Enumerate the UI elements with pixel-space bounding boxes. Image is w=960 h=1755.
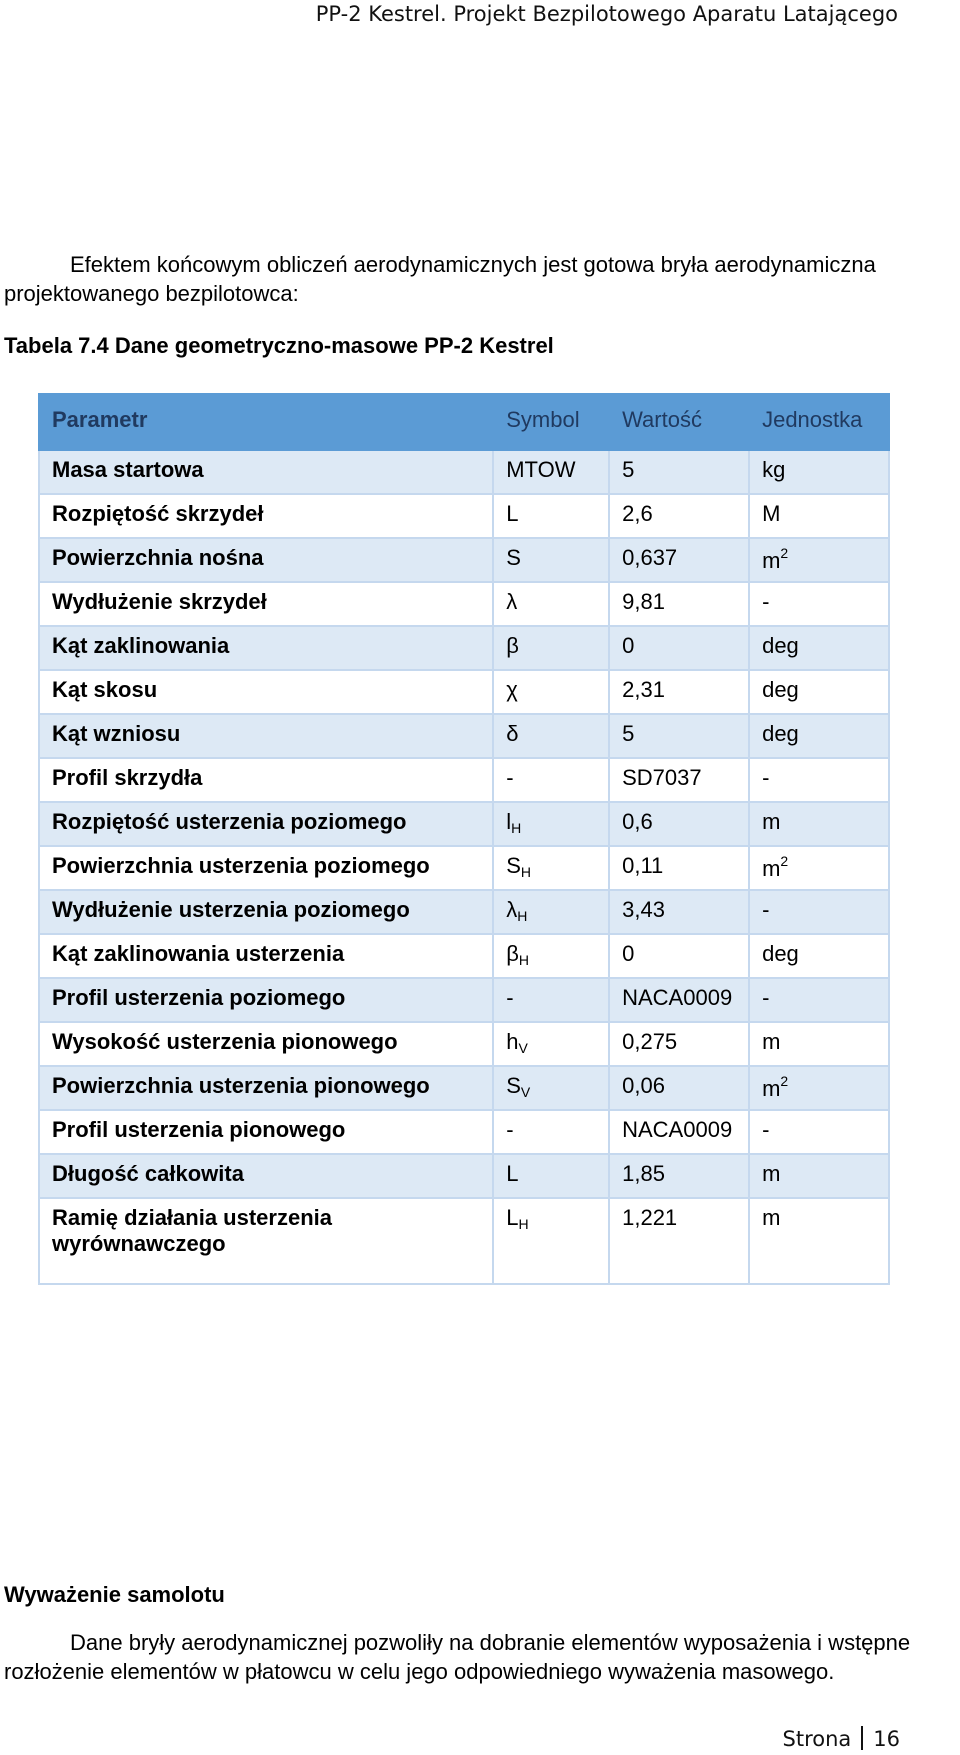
cell-wartosc <box>609 1022 749 1066</box>
cell-wartosc <box>609 1198 749 1284</box>
jednostka-text: m <box>762 1161 781 1186</box>
footer-label: Strona <box>782 1727 852 1751</box>
cell-wartosc <box>609 1154 749 1198</box>
cell-symbol <box>493 978 609 1022</box>
cell-symbol <box>493 1066 609 1110</box>
cell-wartosc <box>609 450 749 494</box>
symbol-text: S <box>506 853 521 878</box>
header-title: PP-2 Kestrel. Projekt Bezpilotowego Aparatu Latającego <box>315 2 898 26</box>
cell-symbol <box>493 846 609 890</box>
table-row <box>39 1022 889 1066</box>
parametr-text: Wydłużenie skrzydeł <box>52 589 267 614</box>
jednostka-text: M <box>762 501 781 526</box>
parametr-text: Wydłużenie usterzenia poziomego <box>52 897 410 922</box>
table-row <box>39 978 889 1022</box>
cell-jednostka <box>749 450 889 494</box>
cell-parametr <box>39 802 493 846</box>
cell-symbol <box>493 626 609 670</box>
header-symbol: Symbol <box>493 394 609 450</box>
page-footer <box>783 1726 901 1751</box>
jednostka-text: m <box>762 856 781 881</box>
cell-symbol <box>493 714 609 758</box>
parametr-text: Powierzchnia nośna <box>52 545 264 570</box>
parametr-text: Rozpiętość usterzenia poziomego <box>52 809 407 834</box>
parametr-text: Kąt wzniosu <box>52 721 181 746</box>
cell-wartosc <box>609 978 749 1022</box>
symbol-text: β <box>506 941 519 966</box>
symbol-text: S <box>506 545 521 570</box>
unit-superscript: 2 <box>780 545 789 561</box>
cell-parametr <box>39 626 493 670</box>
wartosc-text: NACA0009 <box>622 985 733 1010</box>
jednostka-text: - <box>762 1117 770 1142</box>
table-row <box>39 758 889 802</box>
wartosc-text: NACA0009 <box>622 1117 733 1142</box>
unit-superscript: 2 <box>780 853 789 869</box>
symbol-text: L <box>506 501 519 526</box>
unit-superscript: 2 <box>780 1073 789 1089</box>
table-row <box>39 890 889 934</box>
cell-parametr <box>39 934 493 978</box>
cell-jednostka <box>749 1154 889 1198</box>
jednostka-text: deg <box>762 941 799 966</box>
wartosc-text: 0 <box>622 633 635 658</box>
cell-wartosc <box>609 714 749 758</box>
wartosc-text: 1,85 <box>622 1161 665 1186</box>
wartosc-text: 0,06 <box>622 1073 665 1098</box>
table-row <box>39 450 889 494</box>
cell-parametr <box>39 1066 493 1110</box>
parametr-text: Ramię działania usterzenia wyrównawczego <box>52 1205 332 1256</box>
symbol-text: L <box>506 1205 519 1230</box>
cell-symbol <box>493 1110 609 1154</box>
cell-parametr <box>39 582 493 626</box>
cell-jednostka <box>749 1022 889 1066</box>
wartosc-text: 9,81 <box>622 589 665 614</box>
cell-symbol <box>493 934 609 978</box>
table-row <box>39 1154 889 1198</box>
jednostka-text: deg <box>762 721 799 746</box>
symbol-subscript: V <box>520 1084 531 1100</box>
cell-parametr <box>39 758 493 802</box>
symbol-text: λ <box>506 589 518 614</box>
symbol-text: MTOW <box>506 457 576 482</box>
table-row <box>39 934 889 978</box>
wartosc-text: 0 <box>622 941 635 966</box>
wartosc-text: 5 <box>622 457 635 482</box>
cell-parametr <box>39 846 493 890</box>
table-row <box>39 538 889 582</box>
jednostka-text: - <box>762 985 770 1010</box>
wartosc-text: 0,275 <box>622 1029 678 1054</box>
cell-wartosc <box>609 538 749 582</box>
cell-wartosc <box>609 802 749 846</box>
parametr-text: Wysokość usterzenia pionowego <box>52 1029 398 1054</box>
cell-jednostka <box>749 582 889 626</box>
table-row <box>39 494 889 538</box>
cell-parametr <box>39 1022 493 1066</box>
footer-separator <box>861 1726 863 1750</box>
cell-wartosc <box>609 758 749 802</box>
cell-parametr <box>39 538 493 582</box>
data-table <box>38 393 890 1285</box>
closing-line-1: Dane bryły aerodynamicznej pozwoliły na dobranie elementów wyposażenia i wstępne <box>70 1630 911 1655</box>
jednostka-text: - <box>762 897 770 922</box>
cell-symbol <box>493 1154 609 1198</box>
parametr-text: Powierzchnia usterzenia poziomego <box>52 853 430 878</box>
parametr-text: Kąt zaklinowania usterzenia <box>52 941 345 966</box>
parametr-text: Masa startowa <box>52 457 204 482</box>
intro-line-1: Efektem końcowym obliczeń aerodynamicznych jest gotowa bryła aerodynamiczna <box>70 252 876 277</box>
closing-line-2: rozłożenie elementów w płatowcu w celu jego odpowiedniego wyważenia masowego. <box>4 1659 835 1684</box>
cell-jednostka <box>749 538 889 582</box>
table-row <box>39 714 889 758</box>
symbol-text: l <box>506 809 512 834</box>
table-row <box>39 626 889 670</box>
wartosc-text: 5 <box>622 721 635 746</box>
wartosc-text: 1,221 <box>622 1205 678 1230</box>
cell-jednostka <box>749 802 889 846</box>
symbol-subscript: V <box>518 1040 528 1056</box>
cell-symbol <box>493 538 609 582</box>
cell-parametr <box>39 978 493 1022</box>
intro-line-2: projektowanego bezpilotowca: <box>4 281 299 306</box>
cell-symbol <box>493 494 609 538</box>
cell-jednostka <box>749 714 889 758</box>
wartosc-text: 2,31 <box>622 677 665 702</box>
cell-wartosc <box>609 670 749 714</box>
symbol-subscript: H <box>517 908 528 924</box>
intro-paragraph <box>4 250 954 308</box>
symbol-subscript: H <box>518 952 530 968</box>
parametr-text: Kąt zaklinowania <box>52 633 230 658</box>
parametr-text: Profil usterzenia pionowego <box>52 1117 346 1142</box>
header-parametr: Parametr <box>39 394 493 450</box>
symbol-text: - <box>506 765 514 790</box>
wartosc-text: 0,637 <box>622 545 678 570</box>
cell-jednostka <box>749 934 889 978</box>
cell-symbol <box>493 758 609 802</box>
cell-parametr <box>39 670 493 714</box>
table-row <box>39 670 889 714</box>
cell-parametr <box>39 714 493 758</box>
cell-jednostka <box>749 494 889 538</box>
parametr-text: Powierzchnia usterzenia pionowego <box>52 1073 430 1098</box>
cell-jednostka <box>749 1198 889 1284</box>
cell-wartosc <box>609 1066 749 1110</box>
cell-wartosc <box>609 890 749 934</box>
cell-symbol <box>493 450 609 494</box>
cell-symbol <box>493 802 609 846</box>
table-header-row <box>39 394 889 450</box>
symbol-subscript: H <box>511 820 522 836</box>
jednostka-text: kg <box>762 457 786 482</box>
jednostka-text: deg <box>762 633 799 658</box>
cell-jednostka <box>749 758 889 802</box>
cell-symbol <box>493 1198 609 1284</box>
symbol-text: χ <box>506 677 518 702</box>
jednostka-text: m <box>762 1076 781 1101</box>
jednostka-text: - <box>762 589 770 614</box>
cell-parametr <box>39 450 493 494</box>
symbol-subscript: H <box>518 1216 529 1232</box>
table-row <box>39 1066 889 1110</box>
table-caption: Tabela 7.4 Dane geometryczno-masowe PP-2 Kestrel <box>4 333 554 358</box>
parametr-text: Profil usterzenia poziomego <box>52 985 346 1010</box>
table-row <box>39 1198 889 1284</box>
cell-parametr <box>39 1154 493 1198</box>
cell-wartosc <box>609 626 749 670</box>
table-row <box>39 1110 889 1154</box>
cell-wartosc <box>609 846 749 890</box>
cell-wartosc <box>609 494 749 538</box>
parametr-text: Profil skrzydła <box>52 765 203 790</box>
closing-paragraph <box>4 1628 954 1686</box>
wartosc-text: 0,6 <box>622 809 653 834</box>
jednostka-text: m <box>762 809 781 834</box>
parametr-text: Rozpiętość skrzydeł <box>52 501 264 526</box>
cell-jednostka <box>749 1066 889 1110</box>
jednostka-text: - <box>762 765 770 790</box>
cell-parametr <box>39 1110 493 1154</box>
table-row <box>39 802 889 846</box>
cell-wartosc <box>609 582 749 626</box>
symbol-text: h <box>506 1029 519 1054</box>
wartosc-text: 0,11 <box>622 853 664 878</box>
symbol-text: δ <box>506 721 519 746</box>
symbol-text: - <box>506 985 514 1010</box>
jednostka-text: deg <box>762 677 799 702</box>
header-jednostka: Jednostka <box>749 394 889 450</box>
cell-symbol <box>493 890 609 934</box>
cell-jednostka <box>749 978 889 1022</box>
parametr-text: Kąt skosu <box>52 677 158 702</box>
symbol-text: λ <box>506 897 518 922</box>
cell-wartosc <box>609 1110 749 1154</box>
cell-jednostka <box>749 890 889 934</box>
cell-symbol <box>493 582 609 626</box>
jednostka-text: m <box>762 1205 781 1230</box>
cell-symbol <box>493 670 609 714</box>
cell-jednostka <box>749 846 889 890</box>
symbol-text: S <box>506 1073 521 1098</box>
symbol-text: - <box>506 1117 514 1142</box>
cell-parametr <box>39 1198 493 1284</box>
header-wartosc: Wartość <box>609 394 749 450</box>
jednostka-text: m <box>762 1029 781 1054</box>
table-row <box>39 846 889 890</box>
cell-symbol <box>493 1022 609 1066</box>
cell-parametr <box>39 890 493 934</box>
cell-parametr <box>39 494 493 538</box>
table-row <box>39 582 889 626</box>
cell-jednostka <box>749 670 889 714</box>
wartosc-text: 3,43 <box>622 897 665 922</box>
symbol-text: β <box>506 633 519 658</box>
symbol-text: L <box>506 1161 519 1186</box>
jednostka-text: m <box>762 548 781 573</box>
wartosc-text: 2,6 <box>622 501 653 526</box>
section-title: Wyważenie samolotu <box>4 1582 225 1607</box>
symbol-subscript: H <box>520 864 532 880</box>
cell-jednostka <box>749 626 889 670</box>
cell-jednostka <box>749 1110 889 1154</box>
cell-wartosc <box>609 934 749 978</box>
page-number: 16 <box>873 1727 900 1751</box>
wartosc-text: SD7037 <box>622 765 702 790</box>
parametr-text: Długość całkowita <box>52 1161 244 1186</box>
